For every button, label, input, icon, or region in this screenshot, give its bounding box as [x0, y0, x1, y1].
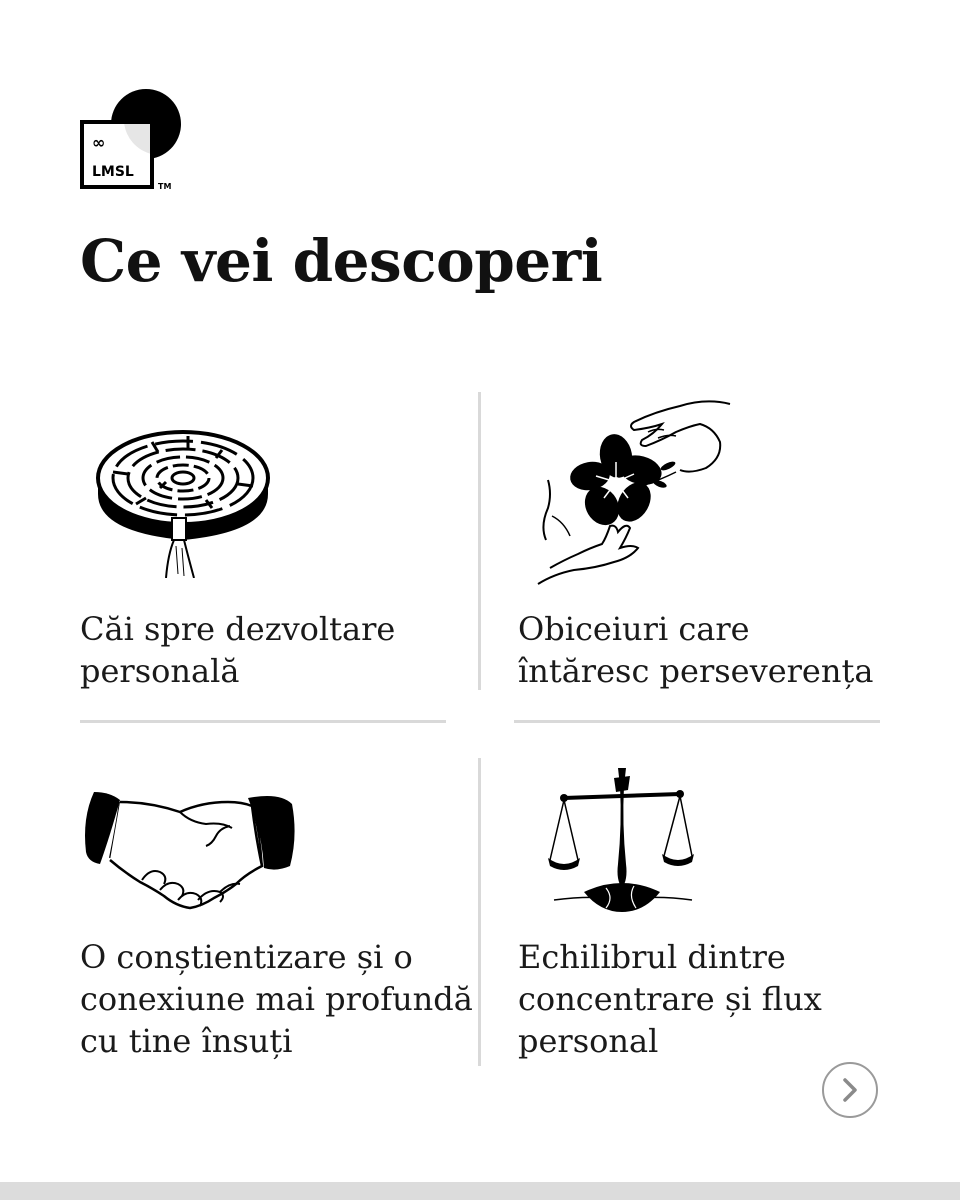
logo-symbol: ∞ — [92, 133, 106, 152]
flower-hands-icon — [530, 398, 740, 590]
logo-text: LMSL — [92, 164, 134, 180]
chevron-right-icon — [839, 1077, 861, 1103]
scales-icon — [544, 764, 700, 914]
bottom-band — [0, 1182, 960, 1200]
next-button[interactable] — [822, 1062, 878, 1118]
horizontal-divider-left — [80, 720, 446, 723]
trademark-mark: TM — [158, 182, 172, 191]
card-label-focus-balance: Echilibrul dintre concentrare și flux personal — [518, 938, 822, 1060]
card-label-perseverance-habits: Obiceiuri care întăresc perseverența — [518, 610, 874, 690]
card-label-personal-growth: Căi spre dezvoltare personală — [80, 610, 396, 690]
maze-icon — [92, 428, 274, 578]
logo-mark — [78, 88, 188, 198]
handshake-icon — [80, 788, 298, 912]
page-title: Ce vei descoperi — [80, 227, 603, 295]
brand-logo — [78, 88, 188, 198]
card-label-self-awareness: O conștientizare și o conexiune mai profundă cu tine însuți — [80, 938, 473, 1060]
horizontal-divider-right — [514, 720, 880, 723]
